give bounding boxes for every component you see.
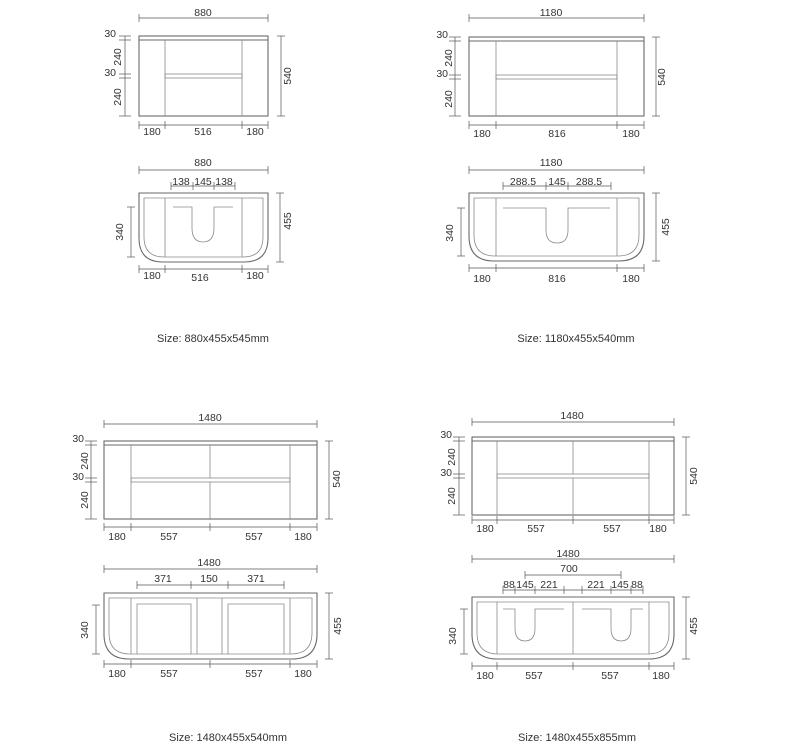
size-label-1180: Size: 1180x455x540mm: [517, 333, 635, 345]
front-top-panel-1180: 30: [436, 29, 448, 41]
front-lower-drawer-880: 240: [112, 88, 124, 106]
top-a1-1480-double: 88: [503, 579, 515, 591]
top-depth-1480-double: 455: [688, 617, 700, 635]
top-view-1480-double: [472, 597, 674, 659]
top-a4-1480-double: 221: [587, 579, 605, 591]
front-dimensions-1480-single: [72, 412, 343, 543]
front-upper-drawer-1480-single: 240: [79, 452, 91, 470]
front-center-left-1480-single: 557: [160, 531, 178, 543]
front-upper-drawer-1480-double: 240: [446, 448, 458, 466]
front-shelf-1180: 30: [436, 68, 448, 80]
top-right-gap-880: 138: [215, 176, 233, 188]
front-shelf-1480-single: 30: [72, 471, 84, 483]
front-height-1480-double: 540: [688, 467, 700, 485]
top-center-gap-880: 145: [194, 176, 212, 188]
front-height-1180: 540: [656, 68, 668, 86]
top-a2-1480-double: 145: [516, 579, 534, 591]
top-a5-1480-double: 145: [611, 579, 629, 591]
top-center-left-1480-double: 557: [525, 670, 543, 682]
top-view-1180: [469, 193, 644, 261]
top-dimensions-1480-single: [79, 557, 344, 680]
front-view-880: [139, 36, 268, 116]
front-height-1480-single: 540: [331, 470, 343, 488]
top-center-left-1480-single: 557: [160, 668, 178, 680]
front-left-1480-single: 180: [108, 531, 126, 543]
front-width-1180: 1180: [539, 7, 563, 19]
top-inner-depth-1480-double: 340: [447, 627, 459, 645]
size-label-1480-double: Size: 1480x455x855mm: [517, 732, 637, 744]
front-view-1480-single: [104, 441, 317, 519]
top-depth-1180: 455: [660, 218, 672, 236]
front-shelf-1480-double: 30: [440, 467, 452, 479]
top-view-1480-single: [104, 593, 317, 659]
top-depth-880: 455: [282, 212, 294, 230]
top-inner-depth-1180: 340: [444, 224, 456, 242]
front-center-880: 516: [194, 126, 212, 138]
front-dimensions-1180: [436, 7, 668, 140]
front-right-1480-single: 180: [294, 531, 312, 543]
front-center-right-1480-double: 557: [603, 523, 621, 535]
top-right-1480-single: 180: [294, 668, 312, 680]
top-left-gap-1180: 288.5: [509, 176, 537, 188]
top-left-gap-1480-single: 371: [154, 573, 172, 585]
diagram-1480-double: [440, 410, 700, 744]
top-dimensions-880: [114, 157, 294, 284]
front-width-880: 880: [194, 7, 212, 19]
front-shelf-880: 30: [104, 67, 116, 79]
top-center-gap-1480-single: 150: [200, 573, 218, 585]
front-height-880: 540: [282, 67, 294, 85]
diagram-880: [104, 7, 294, 345]
top-left-1480-double: 180: [476, 670, 494, 682]
front-lower-drawer-1180: 240: [443, 90, 455, 108]
front-left-1480-double: 180: [476, 523, 494, 535]
top-inner-depth-1480-single: 340: [79, 621, 91, 639]
front-top-panel-1480-double: 30: [440, 429, 452, 441]
top-basin-gap-1480-double: 700: [560, 563, 578, 575]
top-left-gap-880: 138: [172, 176, 190, 188]
top-center-880: 516: [191, 272, 209, 284]
front-top-panel-880: 30: [104, 28, 116, 40]
front-lower-drawer-1480-double: 240: [446, 487, 458, 505]
front-dimensions-880: [104, 7, 294, 138]
front-center-left-1480-double: 557: [527, 523, 545, 535]
front-center-right-1480-single: 557: [245, 531, 263, 543]
top-dimensions-1180: [444, 157, 672, 285]
diagram-1480-single: [72, 412, 344, 744]
front-view-1480-double: [472, 437, 674, 515]
top-left-880: 180: [143, 270, 161, 282]
top-right-1480-double: 180: [652, 670, 670, 682]
front-right-1180: 180: [622, 128, 640, 140]
top-inner-depth-880: 340: [114, 223, 126, 241]
top-width-1180: 1180: [539, 157, 563, 169]
front-view-1180: [469, 37, 644, 116]
top-center-gap-1180: 145: [548, 176, 566, 188]
diagram-1180: [436, 7, 672, 345]
top-a6-1480-double: 88: [631, 579, 643, 591]
front-center-1180: 816: [548, 128, 566, 140]
size-label-1480-single: Size: 1480x455x540mm: [168, 732, 288, 744]
top-width-1480-single: 1480: [197, 557, 221, 569]
top-dimensions-1480-double: [447, 548, 700, 682]
front-left-880: 180: [143, 126, 161, 138]
front-dimensions-1480-double: [440, 410, 700, 535]
front-top-panel-1480-single: 30: [72, 433, 84, 445]
top-center-right-1480-double: 557: [601, 670, 619, 682]
top-right-880: 180: [246, 270, 264, 282]
top-left-1480-single: 180: [108, 668, 126, 680]
front-left-1180: 180: [473, 128, 491, 140]
top-width-880: 880: [194, 157, 212, 169]
top-view-880: [139, 193, 268, 262]
top-right-gap-1480-single: 371: [247, 573, 265, 585]
front-upper-drawer-880: 240: [112, 48, 124, 66]
top-a3-1480-double: 221: [540, 579, 558, 591]
front-width-1480-single: 1480: [198, 412, 222, 424]
front-lower-drawer-1480-single: 240: [79, 491, 91, 509]
top-right-gap-1180: 288.5: [575, 176, 603, 188]
front-width-1480-double: 1480: [560, 410, 584, 422]
front-right-880: 180: [246, 126, 264, 138]
top-center-right-1480-single: 557: [245, 668, 263, 680]
top-center-1180: 816: [548, 273, 566, 285]
top-right-1180: 180: [622, 273, 640, 285]
top-depth-1480-single: 455: [332, 617, 344, 635]
front-right-1480-double: 180: [649, 523, 667, 535]
front-upper-drawer-1180: 240: [443, 49, 455, 67]
top-width-1480-double: 1480: [556, 548, 580, 560]
size-label-880: Size: 880x455x545mm: [157, 333, 269, 345]
top-left-1180: 180: [473, 273, 491, 285]
